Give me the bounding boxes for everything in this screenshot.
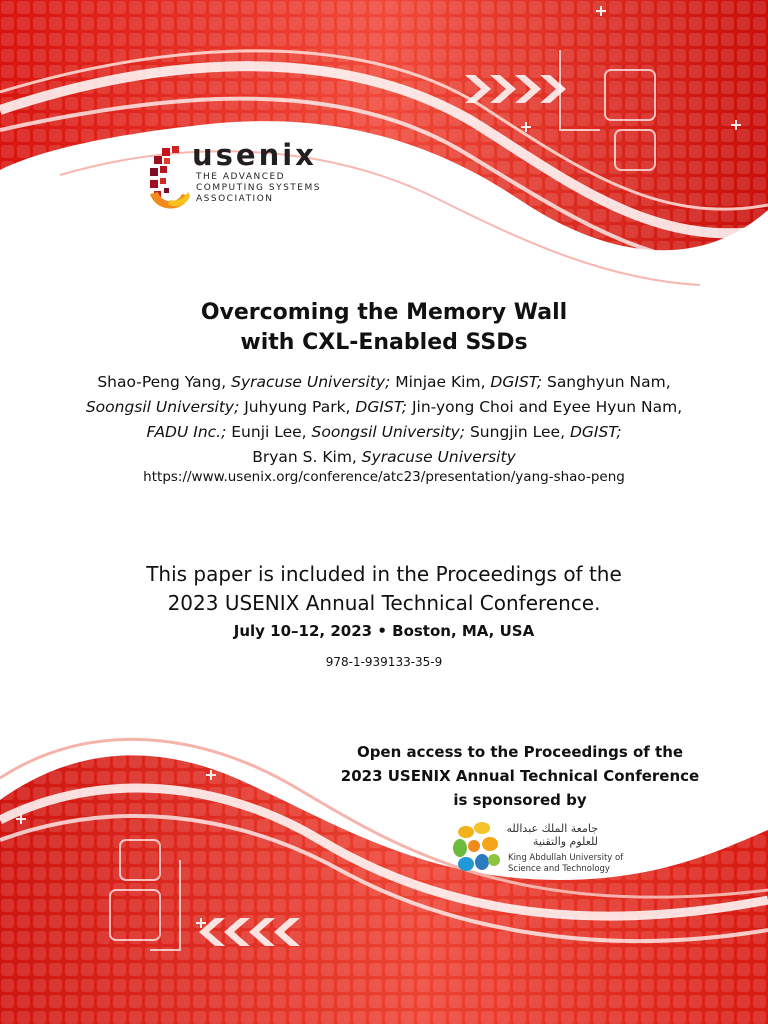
kaust-logo [452,820,652,880]
author-affiliation: Syracuse University [361,448,516,466]
author-name: Sungjin Lee, [465,423,570,441]
author-affiliation: Soongsil University; [311,423,466,441]
sponsor-line: is sponsored by [453,791,587,809]
author-name: Minjae Kim, [390,373,491,391]
proceedings-line: This paper is included in the Proceedings of the [146,562,622,586]
author-affiliation: DGIST; [569,423,622,441]
author-line [0,395,768,420]
kaust-arabic-line: للعلوم والتقنية [532,835,598,848]
usenix-logo [148,138,348,218]
author-list [0,370,768,470]
author-line [0,370,768,395]
author-affiliation: DGIST; [490,373,543,391]
kaust-arabic-name [506,822,598,848]
kaust-english-line: King Abdullah University of [508,853,624,863]
usenix-tagline-line: COMPUTING SYSTEMS [196,183,321,193]
author-affiliation: Soongsil University; [85,398,240,416]
paper-title [0,298,768,358]
sponsor-statement [330,740,710,812]
kaust-english-line: Science and Technology [508,864,610,874]
isbn: 978-1-939133-35-9 [325,655,443,669]
usenix-wordmark: usenix [192,138,317,172]
usenix-tagline [196,172,321,205]
usenix-tagline-line: THE ADVANCED [196,172,286,182]
author-name: Bryan S. Kim, [252,448,362,466]
kaust-english-name [508,853,623,875]
paper-url[interactable]: https://www.usenix.org/conference/atc23/presentation/yang-shao-peng [143,469,625,485]
author-affiliation: DGIST; [355,398,408,416]
paper-title-line: Overcoming the Memory Wall [200,300,568,325]
sponsor-line: Open access to the Proceedings of the [356,743,684,761]
author-line [0,445,768,470]
author-name: Shao-Peng Yang, [97,373,232,391]
proceedings-statement [0,560,768,618]
kaust-arabic-line: جامعة الملك عبدالله [506,822,598,835]
proceedings-line: 2023 USENIX Annual Technical Conference. [167,591,601,615]
usenix-mark-icon [148,142,192,214]
conference-dates: July 10–12, 2023 • Boston, MA, USA [233,622,535,640]
author-name: Jin-yong Choi and Eyee Hyun Nam, [407,398,683,416]
sponsor-line: 2023 USENIX Annual Technical Conference [340,767,700,785]
author-name: Eunji Lee, [226,423,312,441]
author-affiliation: Syracuse University; [231,373,391,391]
author-affiliation: FADU Inc.; [146,423,227,441]
kaust-mark-icon [452,820,502,876]
top-wave-decoration [0,0,768,290]
author-line [0,420,768,445]
paper-title-line: with CXL-Enabled SSDs [240,330,528,355]
usenix-tagline-line: ASSOCIATION [196,194,274,204]
author-name: Juhyung Park, [239,398,356,416]
author-name: Sanghyun Nam, [542,373,671,391]
